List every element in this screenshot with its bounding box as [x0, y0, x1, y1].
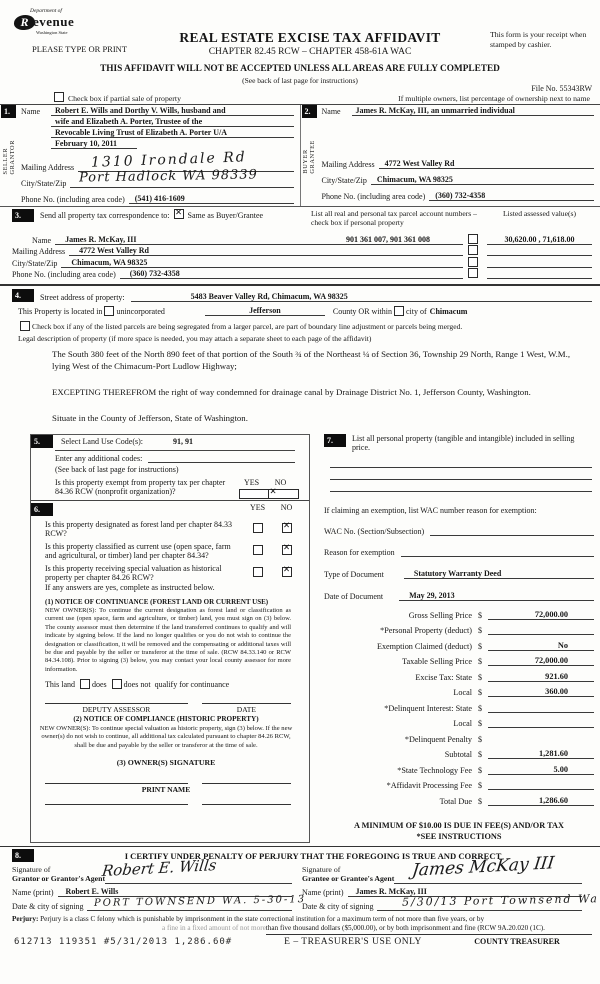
exempt-question: Is this property exempt from property tax per chapter 84.36 RCW (nonprofit organization)? [55, 477, 226, 496]
notice-of-continuance [31, 592, 301, 675]
city-checkbox[interactable] [394, 306, 404, 316]
section-4 [0, 286, 600, 425]
parcel-number-field[interactable] [313, 278, 463, 279]
grantor-signature-handwriting: Robert E. Wills [100, 855, 218, 881]
receipt-note: This form is your receipt when stamped by cashier. [490, 30, 587, 49]
seller-phone-label: Phone No. (including area code) [21, 195, 125, 204]
seller-mailing-handwriting: 1310 Irondale Rd [90, 149, 248, 171]
dollar-sign: $ [478, 719, 482, 729]
section-8 [0, 846, 600, 911]
wac-label: WAC No. (Section/Subsection) [324, 526, 425, 536]
forest-yes-checkbox[interactable] [253, 523, 263, 533]
legal-paragraph: Situate in the County of Jefferson, State of Washington. [52, 412, 248, 423]
dollar-sign: $ [478, 734, 482, 744]
perjury-text-2b: than five thousand dollars ($5,000.00), or by both imprisonment and fine (RCW 9A.20.020 (1C). [266, 924, 592, 935]
legal-description [12, 343, 592, 425]
partial-sale-row [52, 92, 181, 103]
grantee-signature-handwriting: James McKay III [410, 853, 556, 881]
money-label: *Delinquent Interest: State [384, 703, 472, 713]
section-3 [0, 206, 600, 286]
buyer-phone-value[interactable]: (360) 732-4358 [429, 191, 594, 201]
grantor-date-label: Date & city of signing [12, 901, 84, 911]
money-label: Excise Tax: State [415, 672, 472, 682]
perjury-note [0, 911, 600, 935]
doc-type-value[interactable]: Statutory Warranty Deed [404, 569, 594, 579]
buyer-mailing-label: Mailing Address [321, 160, 375, 169]
certify-statement: I CERTIFY UNDER PENALTY OF PERJURY THAT THE FOREGOING IS TRUE AND CORRECT [124, 850, 502, 861]
doc-type-label: Type of Document [324, 569, 384, 579]
notice2-body: NEW OWNER(S): To continue special valuation as historic property, sign (3) below. If the new owner(s) do not wish to continue, all additional tax calculated pursuant to chapter 84.26 RCW, shall be due and payable by the seller or transferor at the time of sale. [39, 724, 293, 749]
personal-property-line[interactable] [330, 480, 592, 492]
money-label: Gross Selling Price [408, 610, 472, 620]
seller-block [0, 105, 300, 206]
file-number: File No. 55343RW [531, 84, 592, 93]
seller-city-label: City/State/Zip [21, 179, 67, 188]
section-5-tab: 5. [31, 435, 53, 448]
see-back-note: (See back of last page for instructions) [242, 76, 358, 85]
assessed-values-header: Listed assessed value(s) [503, 209, 576, 218]
personal-property-checkbox[interactable] [468, 245, 478, 255]
revenue-r-icon: R [14, 15, 35, 30]
does-not-checkbox[interactable] [112, 679, 122, 689]
dollar-sign: $ [478, 765, 482, 775]
section-6-tab: 6. [31, 503, 53, 516]
see-instructions-note: *SEE INSTRUCTIONS [416, 832, 502, 842]
seller-city-handwriting: Port Hadlock WA 98339 [78, 167, 259, 186]
money-label: Taxable Selling Price [402, 657, 472, 667]
print-name-line[interactable] [45, 804, 188, 805]
personal-property-line[interactable] [330, 456, 592, 468]
land-use-label: Select Land Use Code(s): [61, 436, 143, 446]
money-label: *Affidavit Processing Fee [386, 781, 472, 791]
same-as-buyer-checkbox[interactable] [174, 209, 184, 219]
delinquent-interest-local-value[interactable] [488, 727, 594, 728]
perjury-label: Perjury: [12, 914, 39, 923]
total-due-value[interactable]: 1,286.60 [488, 796, 594, 806]
grantee-sig-label2: Grantee or Grantee's Agent [302, 874, 395, 884]
segregated-checkbox[interactable] [20, 321, 30, 331]
personal-property-deduct-value[interactable] [488, 634, 594, 635]
buyer-block [300, 105, 600, 206]
grantee-date-line[interactable] [377, 910, 582, 911]
does-label: does [92, 679, 107, 689]
assessor-date-line[interactable] [202, 703, 291, 704]
logo-dept-text: Department of [30, 8, 62, 14]
dollar-sign: $ [478, 750, 482, 760]
section-2-tab: 2. [302, 105, 317, 118]
assessed-value[interactable]: 30,620.00 , 71,618.00 [487, 235, 592, 245]
buyer-name-label: Name [321, 107, 341, 116]
money-label: Local [453, 688, 472, 698]
grantor-side-label: GRANTOR [8, 140, 16, 175]
grantor-name-print-value[interactable]: Robert E. Wills [58, 887, 292, 897]
logo-name-text: evenue [33, 14, 75, 29]
reason-label: Reason for exemption [324, 547, 395, 557]
current-use-no-checkbox[interactable] [282, 545, 292, 555]
notice1-title: (1) NOTICE OF CONTINUANCE (FOREST LAND OR CURRENT USE) [45, 597, 269, 606]
right-column [310, 434, 594, 843]
section-6 [31, 500, 309, 812]
seller-city-field[interactable] [70, 187, 293, 188]
grantee-signature-block [302, 853, 600, 911]
no-header: NO [274, 477, 287, 487]
assessed-value-field[interactable] [487, 278, 592, 279]
assessed-value-field[interactable] [487, 267, 592, 268]
parcel-numbers-header: List all real and personal tax parcel account numbers – check box if personal property [311, 209, 477, 228]
s3-mailing-label: Mailing Address [12, 247, 66, 257]
perjury-text-2a: a fine in a fixed amount of not more [162, 924, 266, 933]
city-of-label: city of [406, 306, 427, 316]
subtotal-value[interactable]: 1,281.60 [488, 749, 594, 759]
print-name-line[interactable] [202, 804, 291, 805]
dollar-sign: $ [478, 610, 482, 620]
gross-selling-price-value[interactable]: 72,000.00 [488, 610, 594, 620]
form-subtitle: CHAPTER 82.45 RCW – CHAPTER 458-61A WAC [208, 47, 412, 57]
street-address-label: Street address of property: [40, 293, 125, 303]
s3-city-value[interactable]: Chimacum, WA 98325 [61, 258, 313, 268]
same-as-buyer-label: Same as Buyer/Grantee [187, 211, 264, 220]
dollar-sign: $ [478, 657, 482, 667]
county-value[interactable]: Jefferson [205, 306, 325, 316]
personal-property-checkbox[interactable] [468, 257, 478, 267]
treasurer-stamp: 612713 119351 #5/31/2013 1,286.60# [14, 937, 233, 948]
s3-phone-value[interactable]: (360) 732-4358 [120, 269, 313, 279]
seller-name-line[interactable]: Revocable Living Trust of Elizabeth A. Porter U/A [51, 128, 294, 138]
s3-name-label: Name [32, 235, 52, 245]
exempt-yes-checkbox[interactable] [239, 489, 270, 499]
forest-no-checkbox[interactable] [282, 523, 292, 533]
excise-tax-local-value[interactable]: 360.00 [488, 687, 594, 697]
county-or-label: County OR within [332, 306, 392, 316]
s3-name-value[interactable]: James R. McKay, III [55, 235, 313, 245]
parties-section [0, 104, 600, 206]
grantor-sig-label: Signature of [12, 864, 51, 874]
dollar-sign: $ [478, 626, 482, 636]
personal-property-line[interactable] [330, 468, 592, 480]
segregated-label: Check box if any of the listed parcels are being segregated from a larger parcel, are part of boundary line adjustment or parcels being merged. [32, 321, 463, 331]
buyer-mailing-value[interactable]: 4772 West Valley Rd [379, 159, 594, 169]
historical-question: Is this property receiving special valuation as historical property per chapter 84.26 RCW? [45, 563, 222, 582]
dollar-sign: $ [478, 781, 482, 791]
buyer-city-label: City/State/Zip [321, 176, 367, 185]
historical-yes-checkbox[interactable] [253, 567, 263, 577]
land-use-value[interactable]: 91, 91 [172, 436, 193, 446]
section-8-tab: 8. [12, 849, 34, 862]
personal-property-checkbox[interactable] [468, 234, 478, 244]
located-in-label: This Property is located in [18, 306, 103, 316]
dollar-sign: $ [478, 641, 482, 651]
grantor-signature-block [12, 855, 307, 911]
section-4-tab: 4. [12, 289, 34, 302]
excise-tax-state-value[interactable]: 921.60 [488, 672, 594, 682]
if-yes-note: If any answers are yes, complete as instructed below. [45, 582, 215, 592]
street-address-value[interactable]: 5483 Beaver Valley Rd, Chimacum, WA 98325 [131, 292, 592, 302]
taxable-selling-price-value[interactable]: 72,000.00 [488, 656, 594, 666]
grantee-sig-label: Signature of [302, 864, 341, 874]
no-header: NO [280, 502, 293, 512]
doc-date-label: Date of Document [324, 591, 384, 601]
seller-name-line[interactable]: wife and Elizabeth A. Porter, Trustee of the [51, 117, 294, 127]
current-use-question: Is this property classified as current use (open space, farm and agricultural, or timber) land per chapter 84.34? [45, 541, 231, 560]
exempt-no-checkbox[interactable] [268, 489, 299, 499]
money-label: Exemption Claimed (deduct) [376, 641, 472, 651]
reason-field[interactable] [401, 556, 594, 557]
this-land-label: This land [45, 679, 75, 689]
logo-state-text: Washington State [36, 30, 68, 35]
multiple-owners-note: If multiple owners, list percentage of ownership next to name [398, 94, 590, 103]
dollar-sign: $ [478, 796, 482, 806]
deputy-assessor-signature-line[interactable] [45, 703, 188, 704]
seller-phone-value[interactable]: (541) 416-1609 [129, 194, 294, 204]
grantor-name-print-label: Name (print) [12, 887, 54, 897]
state-technology-fee-value[interactable]: 5.00 [488, 765, 594, 775]
does-checkbox[interactable] [80, 679, 90, 689]
correspondence-label: Send all property tax correspondence to: [40, 211, 170, 220]
money-label: Subtotal [444, 750, 472, 760]
form-header [0, 0, 600, 92]
buyer-name-line[interactable]: James R. McKay, III, an unmarried individual [352, 106, 595, 116]
form-warning: THIS AFFIDAVIT WILL NOT BE ACCEPTED UNLESS ALL AREAS ARE FULLY COMPLETED [100, 64, 500, 74]
dollar-sign: $ [478, 688, 482, 698]
dollar-sign: $ [478, 672, 482, 682]
additional-codes-field[interactable] [148, 462, 295, 463]
dollar-sign: $ [478, 703, 482, 713]
form-title: REAL ESTATE EXCISE TAX AFFIDAVIT [179, 30, 441, 45]
treasurers-use-only-label: E – TREASURER'S USE ONLY [284, 937, 422, 948]
notice2-title: (2) NOTICE OF COMPLIANCE (HISTORIC PROPERTY) [73, 715, 259, 724]
personal-property-label: List all personal property (tangible and intangible) included in selling price. [352, 433, 575, 452]
seller-name-label: Name [21, 107, 41, 116]
footer-row [0, 935, 600, 947]
assessed-value-field[interactable] [487, 255, 592, 256]
date-label: DATE [236, 705, 256, 715]
grantor-date-line[interactable] [87, 910, 292, 911]
money-label: *Personal Property (deduct) [380, 626, 472, 636]
doc-date-value[interactable]: May 29, 2013 [399, 591, 594, 601]
affidavit-processing-fee-value[interactable] [488, 789, 594, 790]
owner-signature-line[interactable] [45, 783, 188, 784]
money-label: *Delinquent Penalty [404, 734, 472, 744]
buyer-side-label: BUYER [302, 149, 309, 174]
legal-paragraph: The South 380 feet of the North 890 feet of that portion of the South ¾ of the Northeast ¼ of Section 36, Township 29 North, Range 1 West, W.M., lying West of the Chimacum-Port Ludlow Highway; [52, 349, 571, 372]
section-7 [324, 434, 594, 452]
grantee-name-print-value[interactable]: James R. McKay, III [348, 887, 582, 897]
section-5 [31, 435, 309, 500]
personal-property-checkbox[interactable] [468, 268, 478, 278]
owners-signature-label: (3) OWNER(S) SIGNATURE [116, 758, 216, 768]
s3-mailing-value[interactable]: 4772 West Valley Rd [69, 246, 313, 256]
exemption-label: If claiming an exemption, list WAC number reason for exemption: [324, 505, 537, 515]
qualify-label: qualify for continuance [154, 679, 230, 689]
perjury-text-1: Perjury is a class C felony which is punishable by imprisonment in the state correctional institution for a maximum term of not more than five years, or by [40, 914, 485, 923]
deputy-assessor-label: DEPUTY ASSESSOR [82, 705, 151, 715]
county-treasurer-label: COUNTY TREASURER [474, 937, 560, 947]
parcel-number-value[interactable]: 901 361 007, 901 361 008 [313, 235, 463, 245]
legal-paragraph: EXCEPTING THEREFROM the right of way condemned for drainage canal by Drainage District No. 1, Jefferson County, Washington. [52, 386, 531, 397]
seller-name-line[interactable]: February 10, 2011 [51, 139, 137, 149]
historical-no-checkbox[interactable] [282, 567, 292, 577]
exemption-claimed-value[interactable]: No [488, 641, 594, 651]
wac-field[interactable] [430, 535, 594, 536]
yes-header: YES [249, 502, 266, 512]
buyer-city-value[interactable]: Chimacum, WA 98325 [371, 175, 594, 185]
parcel-number-field[interactable] [313, 267, 463, 268]
unincorporated-checkbox[interactable] [104, 306, 114, 316]
section-3-tab: 3. [12, 209, 34, 222]
seller-side-label: SELLER [1, 147, 9, 175]
grantor-sig-label2: Grantor or Grantor's Agent [12, 874, 106, 884]
grantee-date-label: Date & city of signing [302, 901, 374, 911]
grantee-date-handwriting: 5/30/13 Port Townsend Wa [401, 891, 600, 909]
partial-sale-label: Check box if partial sale of property [67, 94, 181, 103]
s3-city-label: City/State/Zip [12, 258, 58, 268]
notice1-body: NEW OWNER(S): To continue the current designation as forest land or classification as current use (open space, farm and agriculture, or timber) land, you must sign on (3) below. The county assessor must then determine if the land transferred continues to qualify and will indicate by signing below. If the land no longer qualifies or you do not wish to continue the designation or classification, it will be removed and the compensating or additional taxes will be due and payable by the seller or transferor at the time of sale. (RCW 84.33.140 or RCW 84.34.108). Prior to signing (3) below, you may contact your local county assessor for more information. [45, 606, 291, 673]
section-1-tab: 1. [1, 105, 16, 118]
section-7-tab: 7. [324, 434, 346, 447]
s3-phone-label: Phone No. (including area code) [12, 270, 116, 280]
does-not-label: does not [123, 679, 151, 689]
owner-signature-line[interactable] [202, 783, 291, 784]
minimum-fee-note: A MINIMUM OF $10.00 IS DUE IN FEE(S) AND/OR TAX [353, 820, 565, 830]
grantee-name-print-label: Name (print) [302, 887, 344, 897]
dor-logo [14, 8, 74, 35]
grantee-side-label: GRANTEE [309, 140, 316, 174]
current-use-yes-checkbox[interactable] [253, 545, 263, 555]
print-name-label: PRINT NAME [141, 785, 191, 795]
seller-name-line[interactable]: Robert E. Wills and Dorthy V. Wills, husband and [51, 106, 294, 116]
type-or-print-label: PLEASE TYPE OR PRINT [32, 44, 128, 54]
money-label: Total Due [439, 796, 472, 806]
yes-header: YES [243, 477, 260, 487]
unincorporated-label: unincorporated [116, 306, 165, 316]
buyer-phone-label: Phone No. (including area code) [321, 192, 426, 201]
tax-calculation [324, 609, 594, 806]
partial-sale-checkbox[interactable] [54, 92, 64, 102]
delinquent-interest-state-value[interactable] [488, 712, 594, 713]
legal-description-label: Legal description of property (if more space is needed, you may attach a separate sheet to each page of the affidavit) [18, 334, 372, 344]
seller-mailing-label: Mailing Address [21, 163, 75, 172]
money-label: *State Technology Fee [397, 765, 472, 775]
left-column [30, 434, 310, 843]
grantor-date-handwriting: PORT TOWNSEND WA. 5-30-13 [93, 893, 307, 909]
parcel-number-field[interactable] [313, 255, 463, 256]
city-value[interactable]: Chimacum [429, 306, 468, 316]
notice-of-compliance [31, 714, 301, 750]
money-label: Local [453, 719, 472, 729]
forest-land-question: Is this property designated as forest land per chapter 84.33 RCW? [45, 519, 233, 538]
see-back-label: (See back of last page for instructions) [55, 464, 179, 474]
additional-codes-label: Enter any additional codes: [55, 453, 143, 463]
